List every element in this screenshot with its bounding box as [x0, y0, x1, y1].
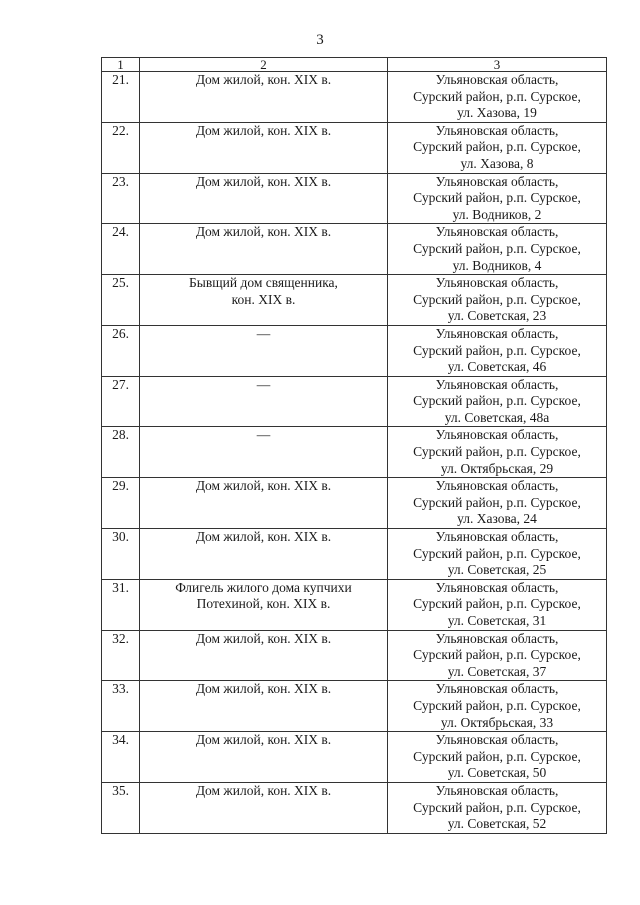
address-line: Ульяновская область, [435, 122, 559, 138]
table-body [102, 72, 607, 834]
object-name-line: Дом жилой, кон. XIX в. [195, 630, 332, 646]
object-name-line: Дом жилой, кон. XIX в. [195, 72, 332, 87]
address-line: ул. Советская, 48а [444, 409, 550, 425]
object-name-cell [140, 478, 388, 529]
object-name-line: Флигель жилого дома купчихи [175, 579, 352, 595]
address-line: Ульяновская область, [435, 630, 559, 646]
address-line: Ульяновская область, [435, 427, 559, 443]
address-line: ул. Советская, 50 [447, 765, 547, 781]
address-cell [388, 72, 607, 123]
row-number: 27. [102, 376, 140, 427]
object-name-line: Бывщий дом священника, [189, 275, 338, 291]
header-row [102, 58, 607, 72]
address-line: Сурский район, р.п. Сурское, [413, 393, 581, 409]
table-row [102, 275, 607, 326]
address-line: Ульяновская область, [435, 376, 559, 392]
object-name-cell [140, 224, 388, 275]
object-name-cell [140, 325, 388, 376]
address-line: Сурский район, р.п. Сурское, [413, 139, 581, 155]
object-name-line: кон. XIX в. [231, 291, 296, 307]
row-number: 32. [102, 630, 140, 681]
row-number: 24. [102, 224, 140, 275]
address-cell [388, 376, 607, 427]
table-row [102, 529, 607, 580]
header-col-3: 3 [388, 58, 607, 72]
table-row [102, 325, 607, 376]
address-line: Сурский район, р.п. Сурское, [413, 494, 581, 510]
object-name-line: Потехиной, кон. XIX в. [196, 596, 331, 612]
page-number: 3 [316, 32, 324, 48]
row-number: 31. [102, 579, 140, 630]
table-row [102, 478, 607, 529]
address-line: Ульяновская область, [435, 173, 559, 189]
object-name-cell [140, 681, 388, 732]
address-line: Сурский район, р.п. Сурское, [413, 190, 581, 206]
table-row [102, 173, 607, 224]
address-line: Сурский район, р.п. Сурское, [413, 342, 581, 358]
address-cell [388, 478, 607, 529]
row-number: 25. [102, 275, 140, 326]
address-line: Сурский район, р.п. Сурское, [413, 596, 581, 612]
address-line: Ульяновская область, [435, 478, 559, 494]
address-line: Сурский район, р.п. Сурское, [413, 88, 581, 104]
object-name-cell [140, 529, 388, 580]
object-name-line: Дом жилой, кон. XIX в. [195, 224, 332, 240]
row-number: 28. [102, 427, 140, 478]
address-line: Ульяновская область, [435, 325, 559, 341]
address-line: Сурский район, р.п. Сурское, [413, 799, 581, 815]
row-number: 26. [102, 325, 140, 376]
object-name-cell [140, 427, 388, 478]
address-line: Ульяновская область, [435, 72, 559, 87]
address-line: ул. Советская, 31 [447, 613, 547, 628]
object-name-line: Дом жилой, кон. XIX в. [195, 732, 332, 748]
address-line: Сурский район, р.п. Сурское, [413, 697, 581, 713]
table-row [102, 427, 607, 478]
object-name-line: Дом жилой, кон. XIX в. [195, 529, 332, 545]
object-name-line: Дом жилой, кон. XIX в. [195, 122, 332, 138]
row-number: 29. [102, 478, 140, 529]
row-number: 34. [102, 732, 140, 783]
table-row [102, 782, 607, 833]
object-name-cell [140, 782, 388, 833]
address-cell [388, 122, 607, 173]
address-line: Сурский район, р.п. Сурское, [413, 647, 581, 663]
object-name-line: Дом жилой, кон. XIX в. [195, 478, 332, 494]
row-number: 33. [102, 681, 140, 732]
row-number: 23. [102, 173, 140, 224]
object-name-cell [140, 732, 388, 783]
table-row [102, 732, 607, 783]
address-cell [388, 224, 607, 275]
header-col-2: 2 [140, 58, 388, 72]
address-line: Ульяновская область, [435, 732, 559, 748]
address-line: ул. Хазова, 24 [457, 511, 537, 527]
object-name-cell [140, 630, 388, 681]
address-line: Ульяновская область, [435, 782, 559, 798]
address-cell [388, 681, 607, 732]
heritage-registry-table [101, 57, 607, 834]
address-line: ул. Советская, 37 [447, 663, 547, 679]
address-line: Ульяновская область, [435, 579, 559, 595]
table-row [102, 224, 607, 275]
row-number: 21. [102, 72, 140, 123]
address-line: ул. Хазова, 19 [457, 105, 537, 121]
table-row [102, 630, 607, 681]
row-number: 35. [102, 782, 140, 833]
address-line: Сурский район, р.п. Сурское, [413, 240, 581, 256]
address-line: ул. Советская, 52 [447, 816, 547, 832]
address-line: ул. Водников, 4 [452, 257, 542, 273]
table-row [102, 681, 607, 732]
address-line: ул. Октябрьская, 29 [440, 460, 554, 476]
address-line: Ульяновская область, [435, 275, 559, 291]
object-name-line: Дом жилой, кон. XIX в. [195, 173, 332, 189]
address-line: Сурский район, р.п. Сурское, [413, 748, 581, 764]
object-name-line: Дом жилой, кон. XIX в. [195, 782, 332, 798]
table-row [102, 376, 607, 427]
object-name-cell [140, 579, 388, 630]
address-line: Сурский район, р.п. Сурское, [413, 444, 581, 460]
table-header [102, 58, 607, 72]
address-cell [388, 732, 607, 783]
address-cell [388, 325, 607, 376]
address-line: ул. Советская, 25 [447, 562, 547, 578]
address-cell [388, 579, 607, 630]
address-line: Ульяновская область, [435, 224, 559, 240]
address-cell [388, 275, 607, 326]
address-cell [388, 173, 607, 224]
address-cell [388, 630, 607, 681]
row-number: 30. [102, 529, 140, 580]
object-name-cell [140, 376, 388, 427]
address-line: Сурский район, р.п. Сурское, [413, 291, 581, 307]
address-cell [388, 529, 607, 580]
address-cell [388, 782, 607, 833]
object-name-cell [140, 72, 388, 123]
address-line: Ульяновская область, [435, 681, 559, 697]
object-name-cell [140, 275, 388, 326]
row-number: 22. [102, 122, 140, 173]
table-row [102, 122, 607, 173]
object-name-cell [140, 173, 388, 224]
object-name-line: — [256, 376, 271, 392]
address-line: ул. Октябрьская, 33 [440, 714, 554, 730]
object-name-line: — [256, 427, 271, 443]
address-line: ул. Водников, 2 [452, 206, 542, 222]
address-line: Сурский район, р.п. Сурское, [413, 545, 581, 561]
address-line: ул. Советская, 23 [447, 308, 547, 324]
object-name-line: Дом жилой, кон. XIX в. [195, 681, 332, 697]
address-line: Ульяновская область, [435, 529, 559, 545]
object-name-cell [140, 122, 388, 173]
header-col-1: 1 [102, 58, 140, 72]
address-cell [388, 427, 607, 478]
table-row [102, 579, 607, 630]
object-name-line: — [256, 325, 271, 341]
table-row [102, 72, 607, 123]
address-line: ул. Хазова, 8 [460, 155, 534, 171]
address-line: ул. Советская, 46 [447, 359, 547, 375]
